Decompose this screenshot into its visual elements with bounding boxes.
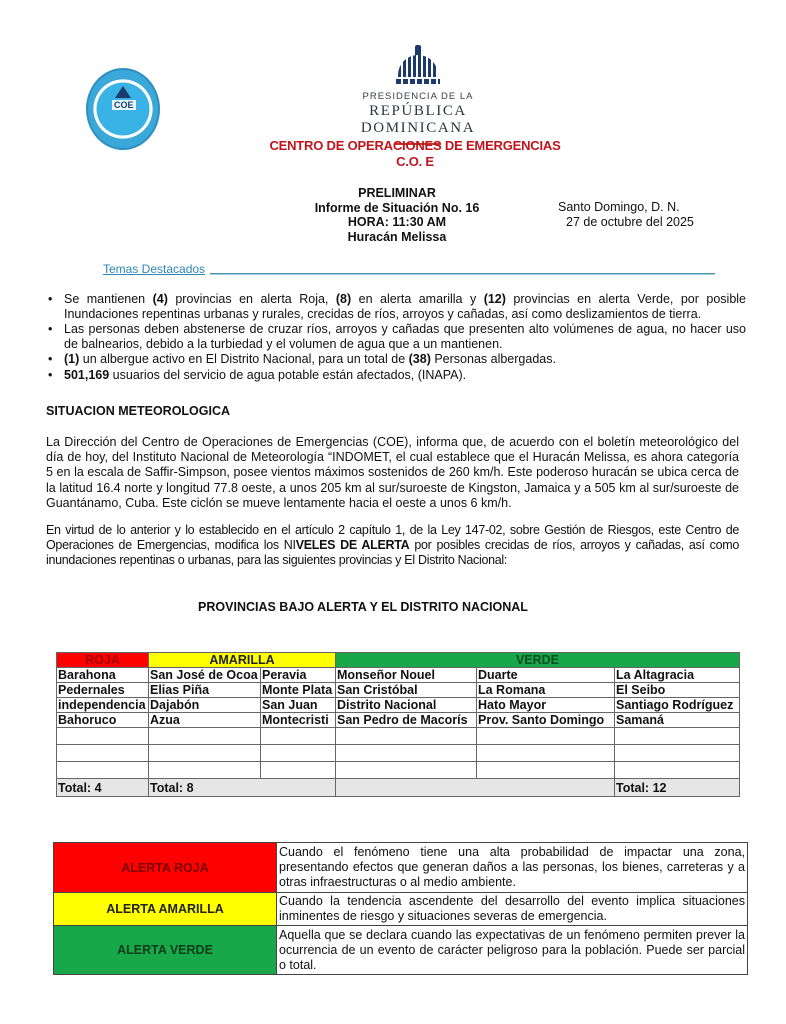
highlights-list (46, 292, 746, 384)
org-title (0, 138, 786, 170)
province-cell: San José de Ocoa (149, 668, 261, 683)
coe-triangle-icon (115, 86, 131, 98)
provinces-header-row (57, 653, 740, 668)
province-cell: Duarte (477, 668, 615, 683)
empty-cell (336, 762, 477, 779)
province-row (57, 713, 740, 728)
legend-label-verde: ALERTA VERDE (54, 926, 277, 975)
empty-cell (477, 762, 615, 779)
empty-cell (149, 745, 261, 762)
highlight-text: Las personas deben abstenerse de cruzar ríos, arroyos y cañadas que presenten alto volúmenes de agua, no hacer uso de balnearios, debido a la turbiedad y el volumen de agua que a un mantienen. (64, 322, 746, 351)
highlight-text: provincias en alerta Verde, por posible Inundaciones repentinas urbanas y rurales, crecidas de ríos, arroyos y cañadas, así como deslizamientos de tierra. (64, 292, 746, 321)
org-title-line2: C.O. E (396, 154, 434, 169)
highlight-count: (8) (335, 292, 352, 306)
province-cell: Peravia (261, 668, 336, 683)
legend-label-roja: ALERTA ROJA (54, 843, 277, 893)
legend-row-amarilla (54, 893, 748, 926)
highlight-item (46, 368, 746, 383)
province-cell: El Seibo (615, 683, 740, 698)
total-verde-spacer (336, 779, 615, 797)
empty-row (57, 762, 740, 779)
empty-cell (261, 745, 336, 762)
section-heading-meteo: SITUACION METEOROLOGICA (46, 404, 231, 418)
highlight-text: Personas albergadas. (430, 352, 556, 367)
province-cell: Pedernales (57, 683, 149, 698)
province-cell: San Pedro de Macorís (336, 713, 477, 728)
empty-cell (477, 728, 615, 745)
dome-icon (394, 45, 442, 87)
province-cell: Barahona (57, 668, 149, 683)
place-date (558, 200, 694, 229)
alert-paragraph (46, 523, 739, 569)
totals-row (57, 779, 740, 797)
report-event: Huracán Melissa (347, 229, 447, 244)
province-cell: Samaná (615, 713, 740, 728)
province-cell: Prov. Santo Domingo (477, 713, 615, 728)
province-cell: Monte Plata (261, 683, 336, 698)
provinces-table (56, 652, 740, 797)
presidency-big-text: REPÚBLICA DOMINICANA (360, 103, 476, 136)
highlight-item (46, 322, 746, 351)
highlight-text: usuarios del servicio de agua potable están afectados, (INAPA). (109, 367, 467, 382)
header-verde: VERDE (336, 653, 740, 668)
report-time: HORA: 11:30 AM (347, 215, 447, 229)
report-info (292, 186, 502, 244)
total-roja: Total: 4 (57, 779, 149, 797)
province-cell: Hato Mayor (477, 698, 615, 713)
province-cell: Monseñor Nouel (336, 668, 477, 683)
header-amarilla: AMARILLA (149, 653, 336, 668)
header-roja: ROJA (57, 653, 149, 668)
legend-desc-roja: Cuando el fenómeno tiene una alta probabilidad de impactar una zona, presentando efectos que generan daños a las personas, los bienes, carreteras y a otras infraestructuras o al medio ambiente. (277, 843, 748, 893)
highlight-text: un albergue activo en El Distrito Nacional, para un total de (79, 352, 409, 367)
province-cell: Montecristi (261, 713, 336, 728)
empty-cell (149, 728, 261, 745)
bullet-icon: • (48, 367, 53, 382)
highlight-text: en alerta amarilla y (351, 292, 484, 306)
province-cell: San Cristóbal (336, 683, 477, 698)
provinces-table-title: PROVINCIAS BAJO ALERTA Y EL DISTRITO NACIONAL (198, 600, 528, 614)
total-amarilla: Total: 8 (149, 779, 336, 797)
bullet-icon: • (48, 322, 53, 337)
alert-legend-table (53, 842, 748, 975)
highlight-text: Se mantienen (64, 292, 153, 306)
presidency-small-text: PRESIDENCIA DE LA (362, 91, 474, 102)
report-number: Informe de Situación No. 16 (314, 200, 480, 215)
legend-desc-amarilla: Cuando la tendencia ascendente del desarrollo del evento implica situaciones inminentes de riesgo y situaciones severas de emergencia. (277, 893, 748, 926)
org-title-line1: CENTRO DE OPERACIONES DE EMERGENCIAS (269, 138, 561, 153)
province-row (57, 698, 740, 713)
report-place: Santo Domingo, D. N. (558, 200, 680, 214)
highlight-item (46, 352, 746, 367)
empty-cell (336, 728, 477, 745)
province-cell: La Altagracia (615, 668, 740, 683)
legend-desc-verde: Aquella que se declara cuando las expectativas de un fenómeno permiten prever la ocurrencia de un evento de carácter peligroso para la población. Puede ser parcial o total. (277, 926, 748, 975)
legend-row-roja (54, 843, 748, 893)
total-verde: Total: 12 (615, 779, 740, 797)
report-status: PRELIMINAR (358, 186, 436, 200)
meteo-paragraph: La Dirección del Centro de Operaciones de Emergencias (COE), informa que, de acuerdo con el boletín meteorológico del día de hoy, del Instituto Nacional de Meteorología “INDOMET, el cual establece que el Huracán Melissa, es ahora categoría 5 en la escala de Saffir-Simpson, posee vientos máximos sostenidos de 260 km/h. Este poderoso huracán se ubica cerca de la latitud 16.4 norte y longitud 77.8 oeste, a unos 205 km al sur/suroeste de Kingston, Jamaica y a 505 km al sur/suroeste de Guantánamo, Cuba. Este ciclón se mueve lentamente hacia el oeste a unos 6 km/h. (46, 435, 739, 510)
legend-label-amarilla: ALERTA AMARILLA (54, 893, 277, 926)
highlight-count: 501,169 (64, 367, 110, 382)
highlight-item (46, 292, 746, 321)
empty-cell (615, 728, 740, 745)
province-cell: Santiago Rodríguez (615, 698, 740, 713)
alert-paragraph-text-a: En virtud de lo anterior y lo establecido en el artículo 2 capítulo 1, de la Ley 147-02, sobre Gestión de Riesgos, este Centro de Operaciones de Emergencias, modifica los NI (46, 523, 739, 553)
highlights-rule (210, 273, 715, 275)
province-row (57, 668, 740, 683)
coe-seal-text: COE (114, 100, 134, 110)
highlight-count: (38) (408, 352, 431, 367)
bullet-icon: • (48, 352, 53, 367)
report-date: 27 de octubre del 2025 (566, 214, 694, 229)
empty-row (57, 745, 740, 762)
highlights-title: Temas Destacados (103, 262, 206, 276)
empty-cell (261, 728, 336, 745)
empty-cell (149, 762, 261, 779)
province-cell: Distrito Nacional (336, 698, 477, 713)
alert-paragraph-bold: VELES DE ALERTA (295, 538, 410, 553)
empty-cell (57, 745, 149, 762)
empty-cell (57, 762, 149, 779)
province-cell: Dajabón (149, 698, 261, 713)
highlight-text: provincias en alerta Roja, (167, 292, 336, 306)
empty-cell (615, 762, 740, 779)
highlight-count: (4) (152, 292, 168, 306)
empty-cell (477, 745, 615, 762)
empty-cell (57, 728, 149, 745)
highlight-count: (1) (64, 352, 80, 367)
province-cell: La Romana (477, 683, 615, 698)
province-cell: Azua (149, 713, 261, 728)
alert-paragraph-text-b: por posibles crecidas de ríos, arroyos y cañadas, así como inundaciones repentinas o urbanas, para las siguientes provincias y El Distrito Nacional: (46, 538, 739, 568)
highlight-count: (12) (483, 292, 506, 306)
legend-row-verde (54, 926, 748, 975)
empty-row (57, 728, 740, 745)
empty-cell (336, 745, 477, 762)
province-cell: independencia (57, 698, 149, 713)
presidency-logo (318, 45, 518, 145)
empty-cell (615, 745, 740, 762)
province-cell: Bahoruco (57, 713, 149, 728)
empty-cell (261, 762, 336, 779)
province-cell: Elias Piña (149, 683, 261, 698)
province-row (57, 683, 740, 698)
province-cell: San Juan (261, 698, 336, 713)
bullet-icon: • (48, 292, 53, 306)
